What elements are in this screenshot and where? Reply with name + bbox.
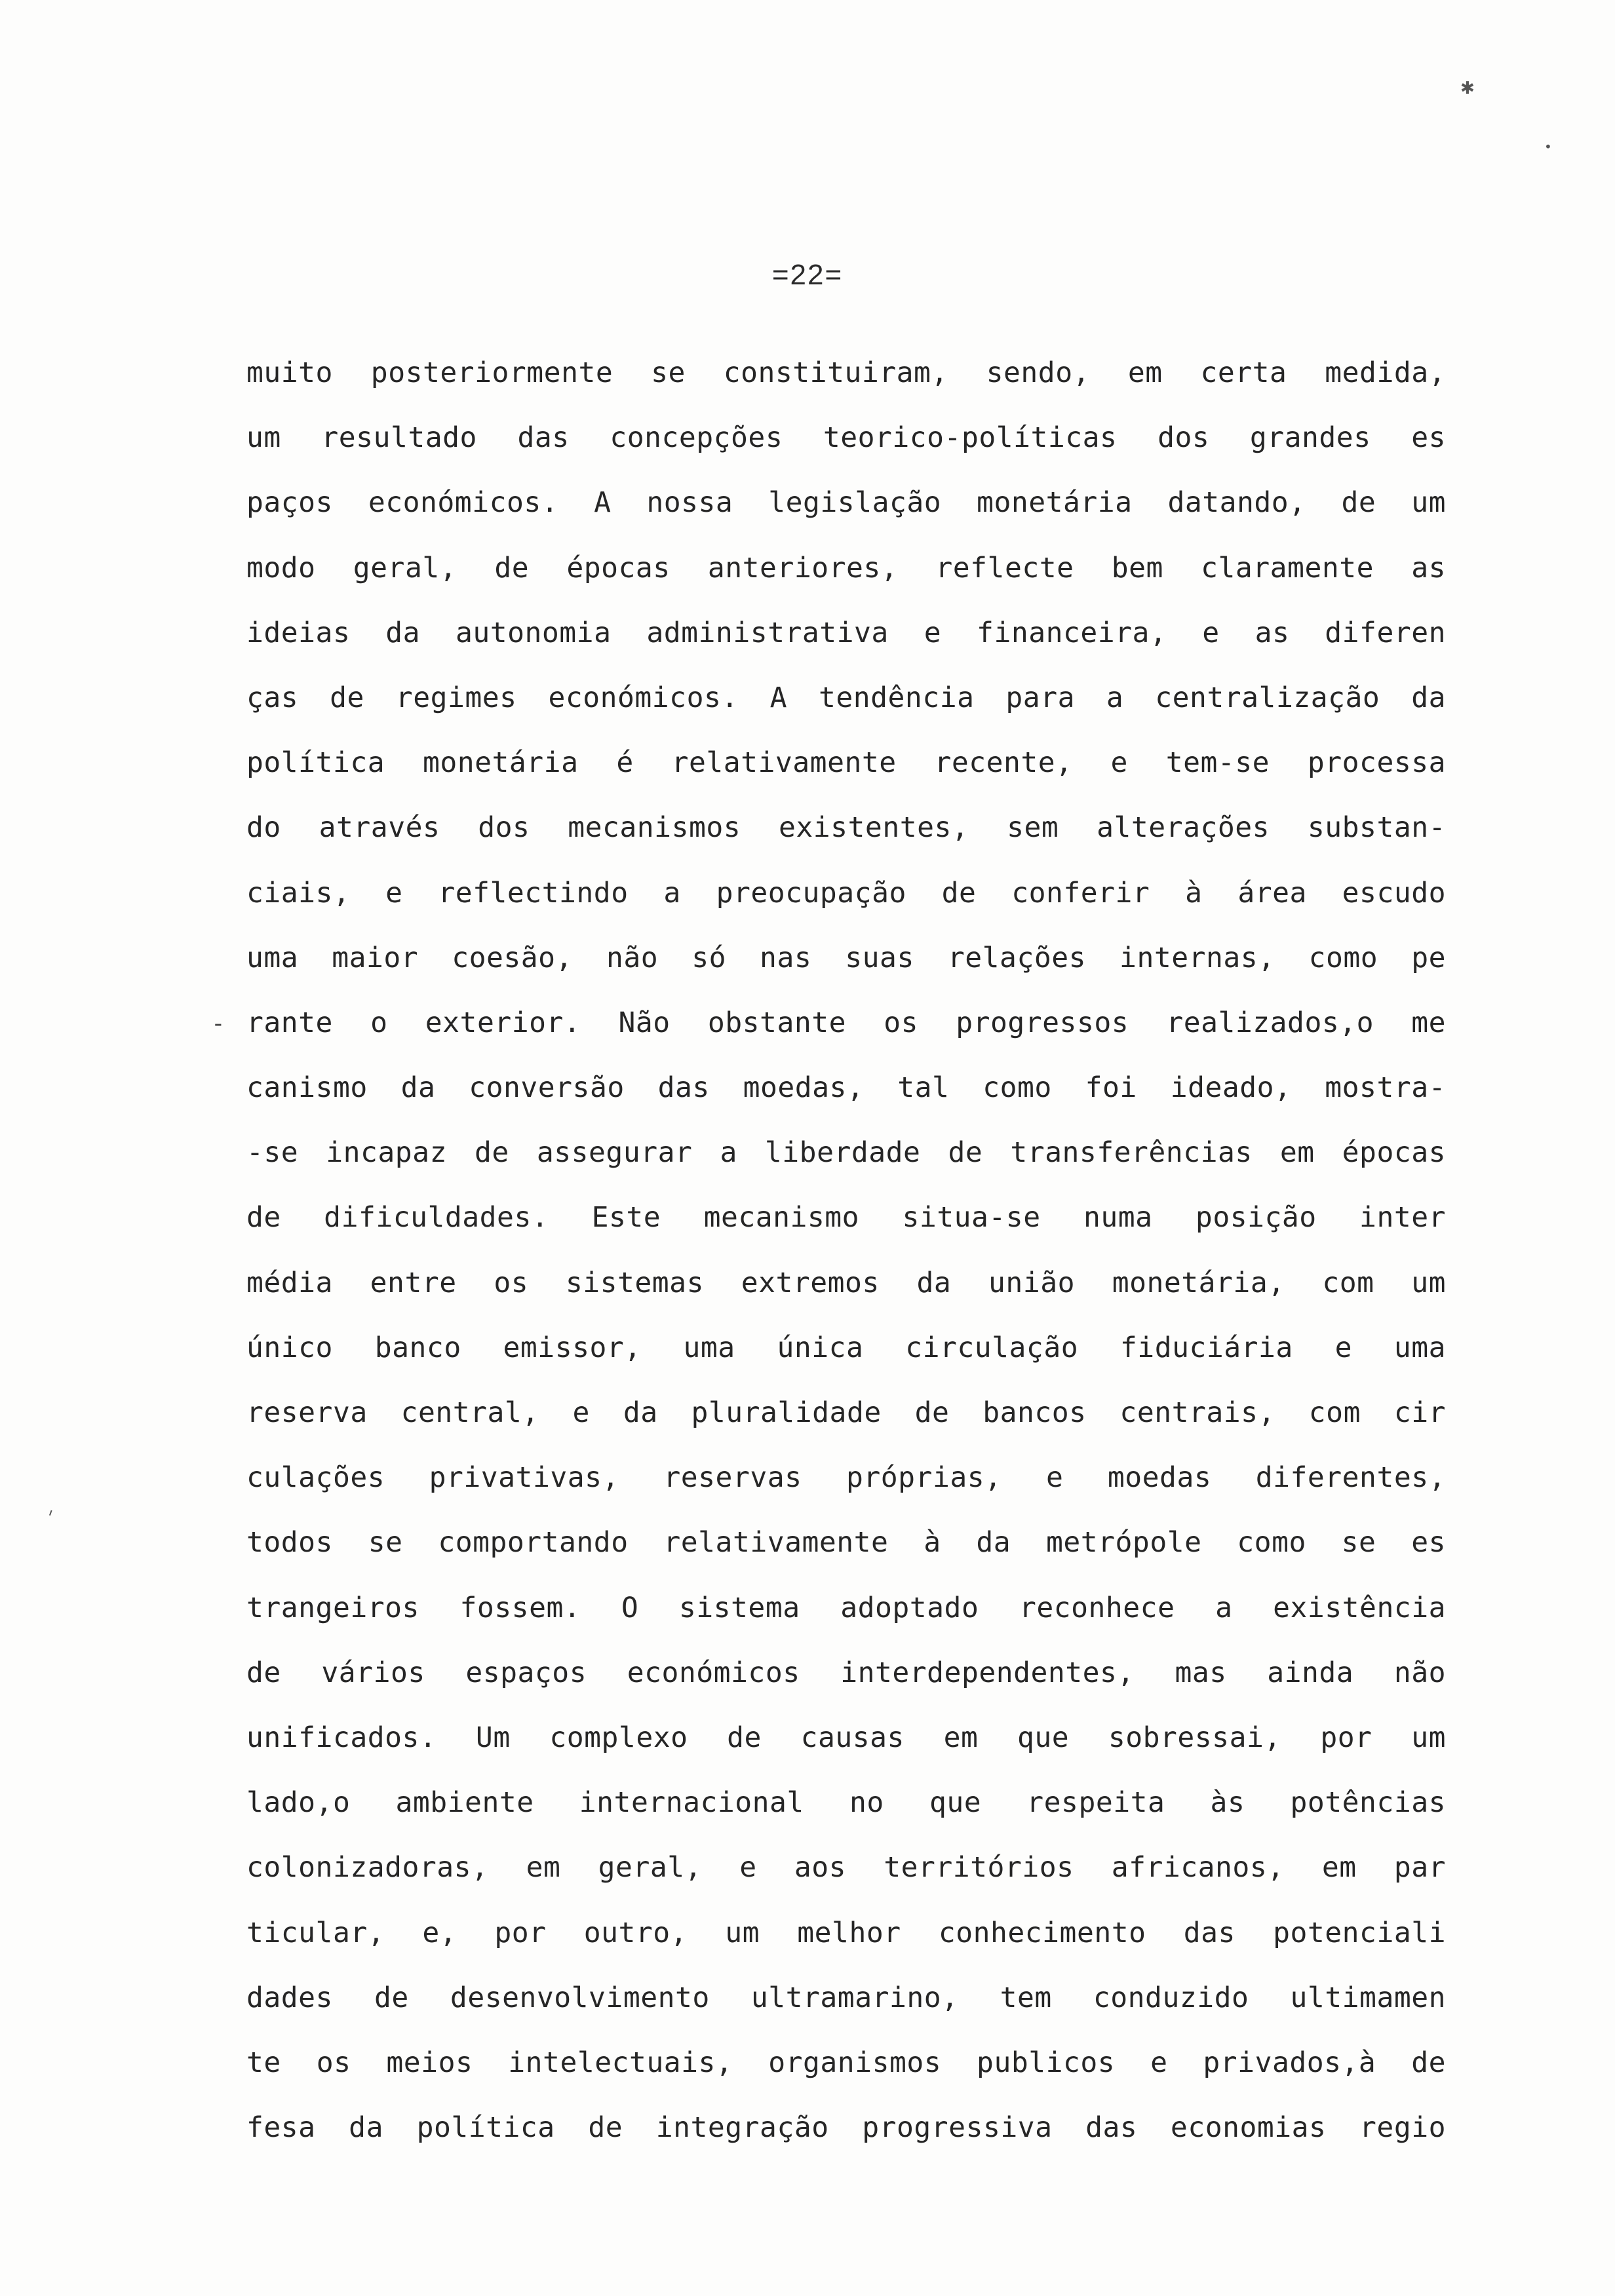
text-line: ideias da autonomia administrativa e financeira, e as diferen — [246, 616, 1446, 649]
margin-tick: ˈ — [42, 1506, 55, 1531]
text-line: política monetária é relativamente recente, e tem-se processa — [246, 746, 1446, 780]
text-line: único banco emissor, uma única circulação fiduciária e uma — [246, 1331, 1446, 1364]
text-line: todos se comportando relativamente à da metrópole como se es — [246, 1526, 1446, 1559]
text-line: dades de desenvolvimento ultramarino, tem conduzido ultimamen — [246, 1981, 1446, 2014]
margin-mark: ✱ — [1460, 79, 1475, 98]
text-line: colonizadoras, em geral, e aos territórios africanos, em par — [246, 1851, 1446, 1885]
text-line: de vários espaços económicos interdependentes, mas ainda não — [246, 1656, 1446, 1689]
text-line: rante o exterior. Não obstante os progressos realizados,o me — [246, 1006, 1446, 1039]
text-line: uma maior coesão, não só nas suas relações internas, como pe — [246, 941, 1446, 974]
text-line: lado,o ambiente internacional no que respeita às potências — [246, 1786, 1446, 1820]
text-line: muito posteriormente se constituiram, sendo, em certa medida, — [246, 356, 1446, 389]
body-text — [246, 341, 1446, 2160]
margin-dot: • — [1544, 139, 1552, 155]
text-line: culações privativas, reservas próprias, e moedas diferentes, — [246, 1461, 1446, 1495]
text-line: fesa da política de integração progressiva das economias regio — [246, 2111, 1446, 2145]
page-number: =22= — [771, 259, 844, 291]
text-line: de dificuldades. Este mecanismo situa-se numa posição inter — [246, 1201, 1446, 1234]
text-line: -se incapaz de assegurar a liberdade de transferências em épocas — [246, 1136, 1446, 1170]
text-line: ciais, e reflectindo a preocupação de conferir à área escudo — [246, 876, 1446, 909]
text-line: ças de regimes económicos. A tendência para a centralização da — [246, 681, 1446, 714]
text-line: unificados. Um complexo de causas em que sobressai, por um — [246, 1721, 1446, 1754]
text-line: modo geral, de épocas anteriores, reflecte bem claramente as — [246, 551, 1446, 584]
text-line: do através dos mecanismos existentes, sem alterações substan- — [246, 811, 1446, 845]
text-line: canismo da conversão das moedas, tal como foi ideado, mostra- — [246, 1071, 1446, 1105]
text-line: ticular, e, por outro, um melhor conhecimento das potenciali — [246, 1916, 1446, 1949]
text-line: te os meios intelectuais, organismos publicos e privados,à de — [246, 2046, 1446, 2079]
text-line: paços económicos. A nossa legislação monetária datando, de um — [246, 486, 1446, 520]
text-line: média entre os sistemas extremos da união monetária, com um — [246, 1266, 1446, 1299]
text-line: reserva central, e da pluralidade de bancos centrais, com cir — [246, 1396, 1446, 1429]
text-line: um resultado das concepções teorico-políticas dos grandes es — [246, 421, 1446, 455]
margin-dash: - — [211, 1010, 225, 1037]
text-line: trangeiros fossem. O sistema adoptado reconhece a existência — [246, 1591, 1446, 1624]
